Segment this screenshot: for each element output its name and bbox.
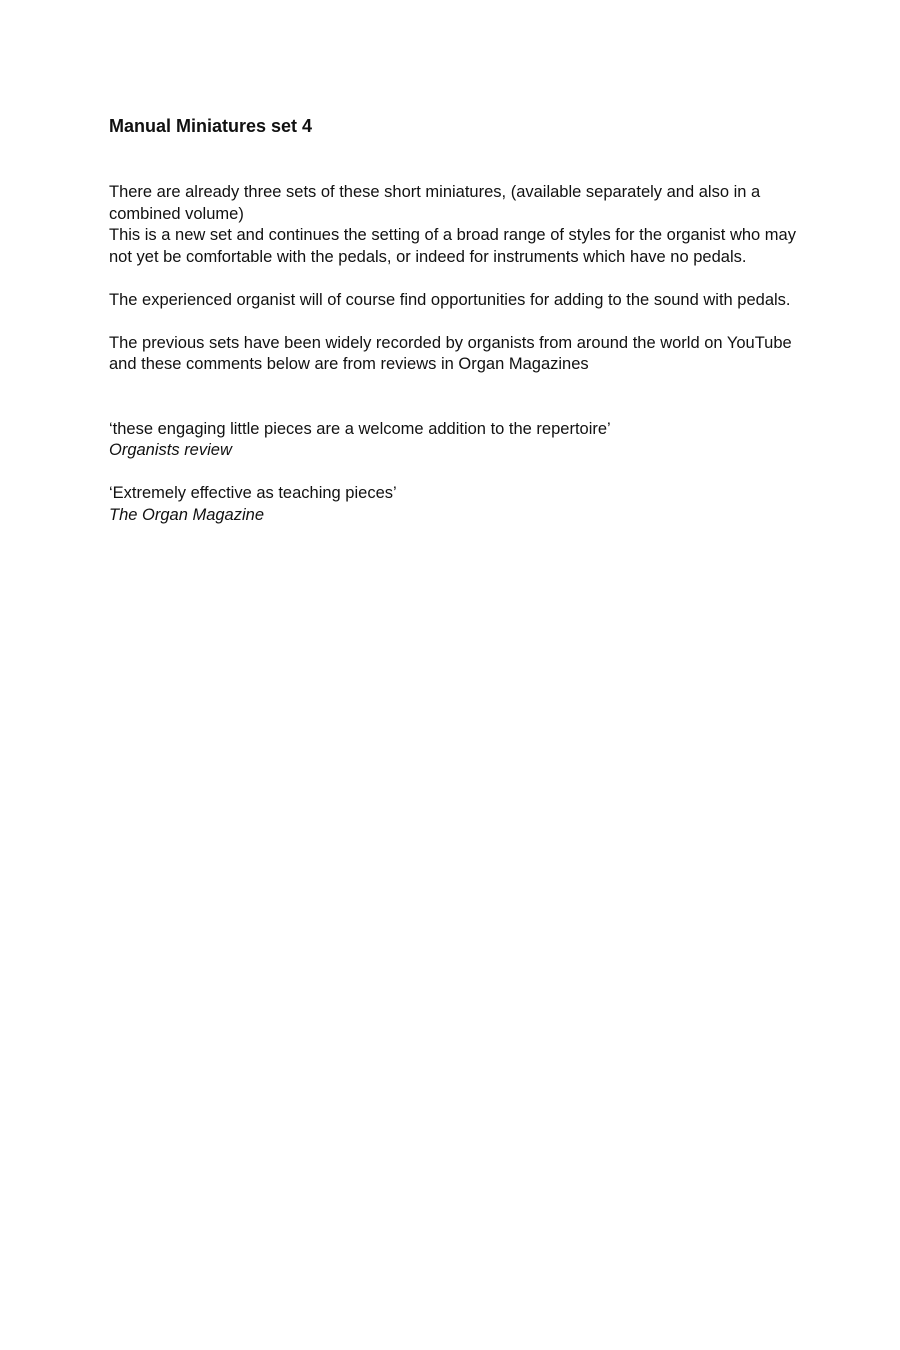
quote-text: ‘these engaging little pieces are a welcome addition to the repertoire’	[109, 419, 611, 438]
paragraph-line: There are already three sets of these short miniatures, (available separately and also in a	[109, 183, 761, 201]
quote-source: The Organ Magazine	[109, 505, 265, 524]
document-title: Manual Miniatures set 4	[109, 116, 313, 136]
intro-paragraph	[109, 182, 796, 268]
quote-source: Organists review	[109, 441, 232, 459]
recordings-paragraph	[109, 333, 792, 376]
paragraph-line: combined volume)	[109, 204, 244, 223]
review-quote	[109, 419, 789, 462]
spacer	[109, 397, 789, 419]
paragraph-line: This is a new set and continues the setting of a broad range of styles for the organist who may	[109, 226, 796, 244]
document-page	[109, 114, 796, 548]
quote-text: ‘Extremely effective as teaching pieces’	[109, 484, 397, 502]
review-quote	[109, 483, 789, 526]
paragraph-line: and these comments below are from reviews in Organ Magazines	[109, 355, 589, 373]
paragraph-line: not yet be comfortable with the pedals, or indeed for instruments which have no pedals.	[109, 247, 747, 266]
paragraph-line: The experienced organist will of course find opportunities for adding to the sound with pedals.	[109, 290, 791, 309]
pedals-paragraph	[109, 290, 789, 312]
paragraph-line: The previous sets have been widely recorded by organists from around the world on YouTube	[109, 333, 792, 352]
